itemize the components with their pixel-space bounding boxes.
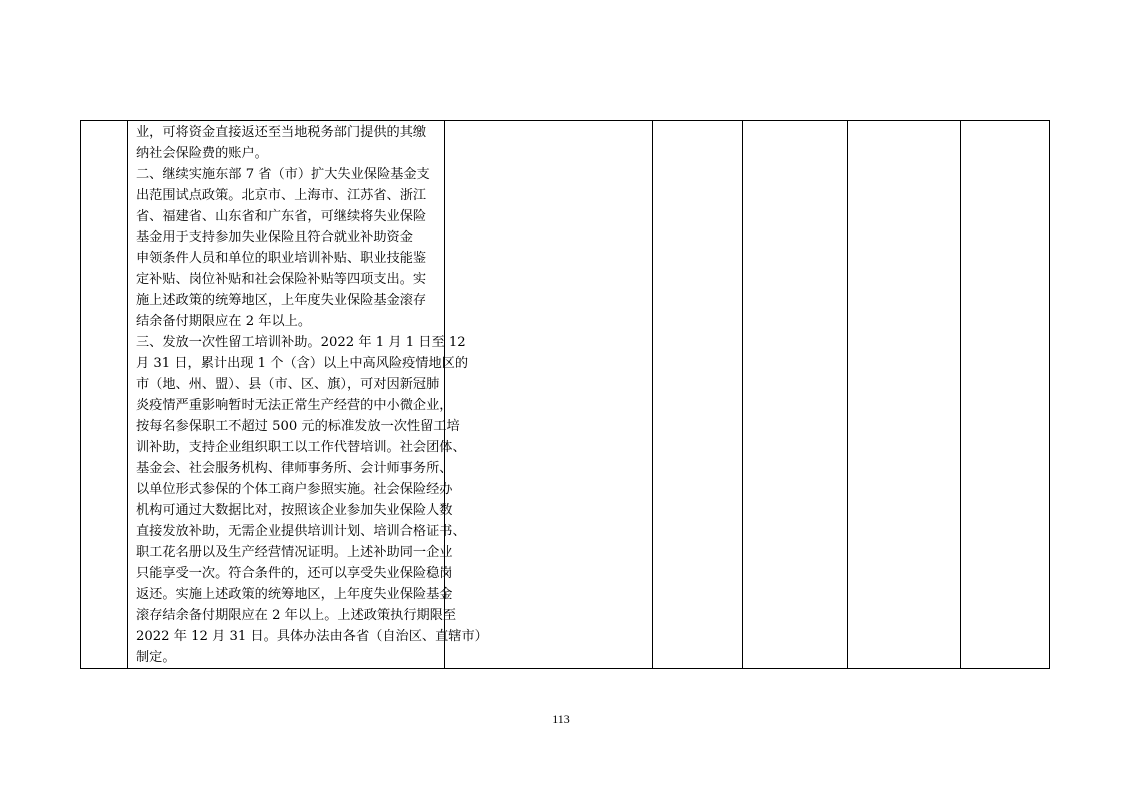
content-line: 返还。实施上述政策的统筹地区，上年度失业保险基金 [136, 587, 453, 602]
index-cell [81, 121, 128, 669]
content-line: 月 31 日，累计出现 1 个（含）以上中高风险疫情地区的 [136, 356, 469, 371]
empty-cell [848, 121, 961, 669]
content-line: 出范围试点政策。北京市、上海市、江苏省、浙江 [136, 188, 427, 203]
policy-content-text [128, 121, 488, 668]
content-line: 业，可将资金直接返还至当地税务部门提供的其缴 [136, 125, 427, 140]
policy-content-cell [128, 121, 488, 669]
content-line: 只能享受一次。符合条件的，还可以享受失业保险稳岗 [136, 566, 453, 581]
content-line: 二、继续实施东部 7 省（市）扩大失业保险基金支 [136, 167, 430, 182]
content-line: 基金用于支持参加失业保险且符合就业补助资金 [136, 230, 413, 245]
content-line: 基金会、社会服务机构、律师事务所、会计师事务所、 [136, 461, 453, 476]
empty-cell [653, 121, 743, 669]
content-line: 职工花名册以及生产经营情况证明。上述补助同一企业 [136, 545, 453, 560]
table-row [81, 121, 1050, 669]
content-line: 机构可通过大数据比对，按照该企业参加失业保险人数 [136, 503, 453, 518]
content-line: 省、福建省、山东省和广东省，可继续将失业保险 [136, 209, 427, 224]
content-line: 滚存结余备付期限应在 2 年以上。上述政策执行期限至 [136, 608, 457, 623]
empty-cell [961, 121, 1050, 669]
content-line: 结余备付期限应在 2 年以上。 [136, 314, 312, 329]
empty-cell [743, 121, 848, 669]
page-number: 113 [552, 712, 570, 726]
content-line: 施上述政策的统筹地区，上年度失业保险基金滚存 [136, 293, 427, 308]
content-line: 制定。 [136, 650, 176, 665]
content-line: 2022 年 12 月 31 日。具体办法由各省（自治区、直辖市） [136, 629, 488, 644]
content-line: 炎疫情严重影响暂时无法正常生产经营的中小微企业， [136, 398, 453, 413]
content-line: 训补助，支持企业组织职工以工作代替培训。社会团体、 [136, 440, 466, 455]
content-line: 按每名参保职工不超过 500 元的标准发放一次性留工培 [136, 419, 460, 434]
content-line: 申领条件人员和单位的职业培训补贴、职业技能鉴 [136, 251, 427, 266]
content-line: 纳社会保险费的账户。 [136, 146, 268, 161]
content-line: 直接发放补助，无需企业提供培训计划、培训合格证书、 [136, 524, 466, 539]
empty-cell [445, 121, 653, 669]
policy-table [80, 120, 1050, 669]
content-line: 定补贴、岗位补贴和社会保险补贴等四项支出。实 [136, 272, 427, 287]
content-line: 以单位形式参保的个体工商户参照实施。社会保险经办 [136, 482, 453, 497]
content-line: 三、发放一次性留工培训补助。2022 年 1 月 1 日至 12 [136, 335, 466, 350]
content-line: 市（地、州、盟）、县（市、区、旗），可对因新冠肺 [136, 377, 440, 392]
